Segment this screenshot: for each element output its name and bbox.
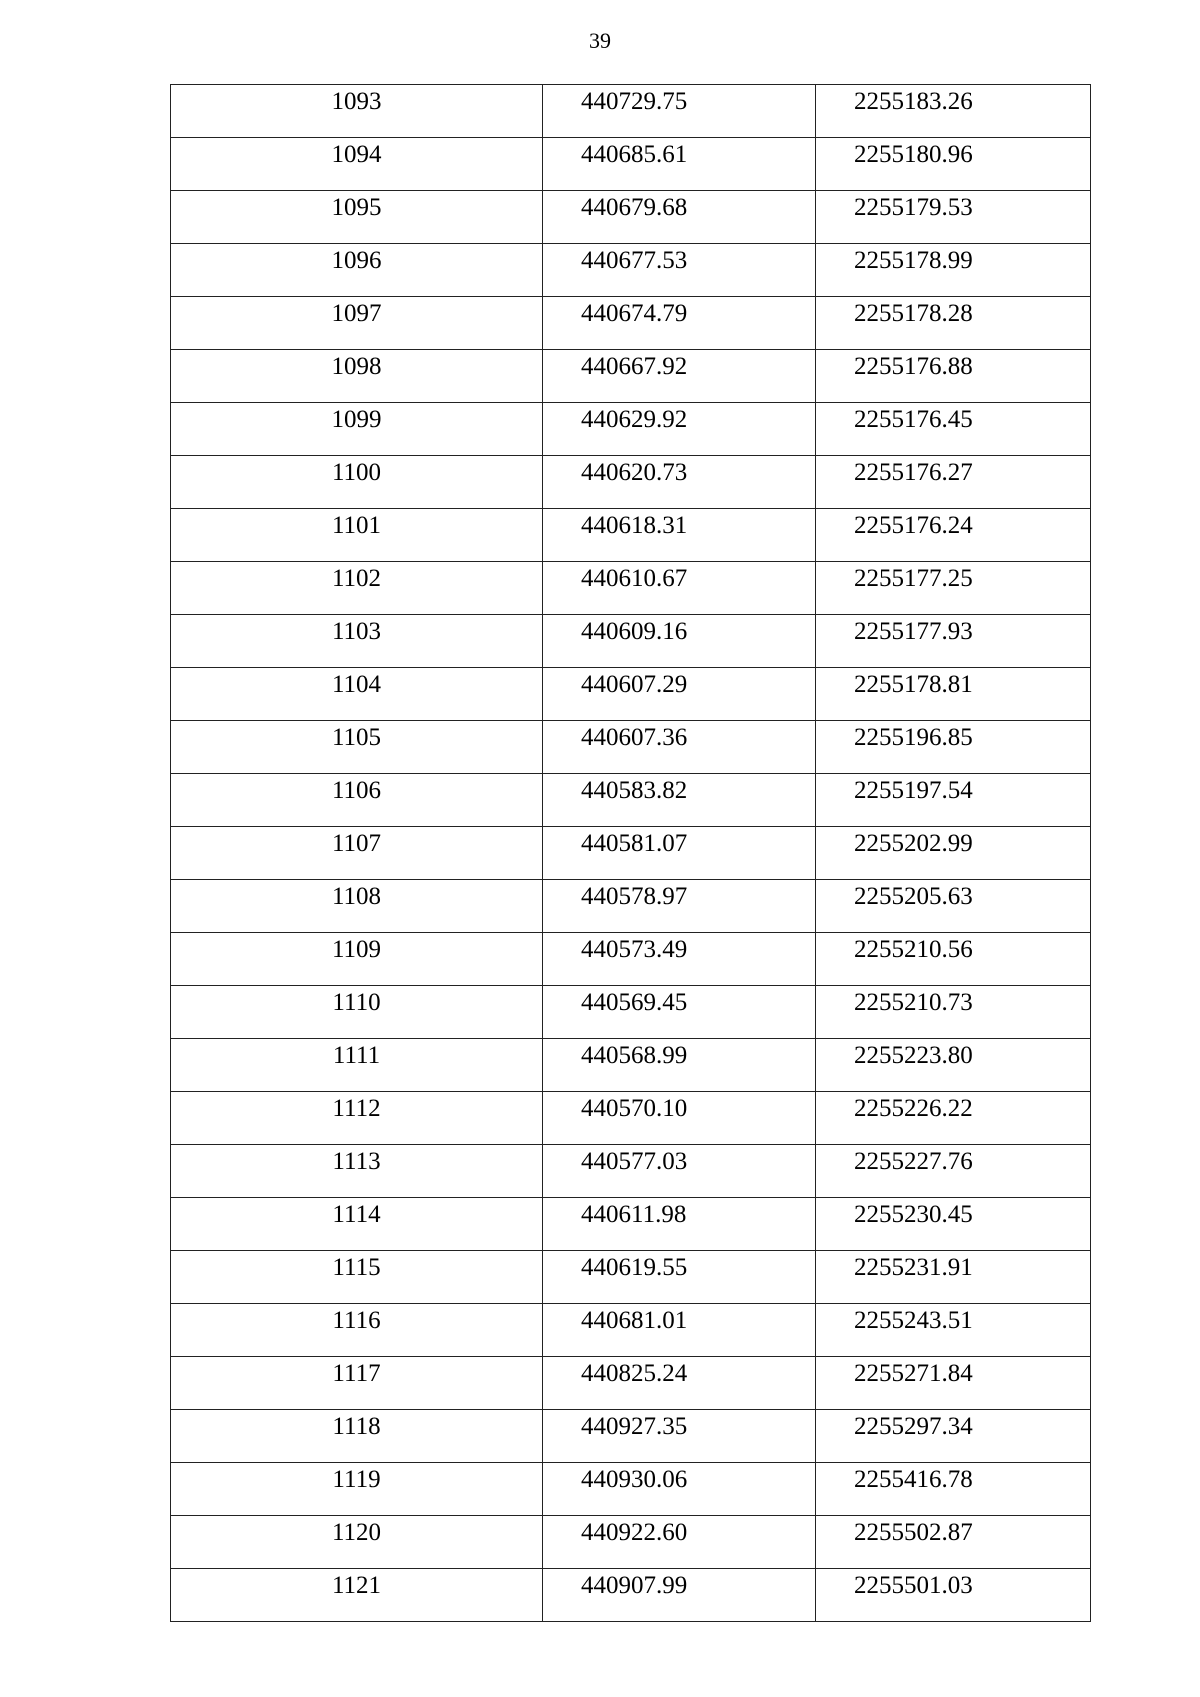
point-number-cell: 1103 — [171, 615, 543, 668]
y-coordinate-cell: 2255226.22 — [816, 1092, 1091, 1145]
x-coordinate-cell: 440607.36 — [543, 721, 816, 774]
point-number-cell: 1101 — [171, 509, 543, 562]
x-coordinate-cell: 440577.03 — [543, 1145, 816, 1198]
point-number-cell: 1117 — [171, 1357, 543, 1410]
y-coordinate-cell: 2255197.54 — [816, 774, 1091, 827]
point-number-cell: 1112 — [171, 1092, 543, 1145]
point-number-cell: 1099 — [171, 403, 543, 456]
point-number-cell: 1111 — [171, 1039, 543, 1092]
y-coordinate-cell: 2255176.88 — [816, 350, 1091, 403]
point-number-cell: 1109 — [171, 933, 543, 986]
y-coordinate-cell: 2255230.45 — [816, 1198, 1091, 1251]
table-row — [171, 1357, 1091, 1410]
table-row — [171, 138, 1091, 191]
point-number-cell: 1119 — [171, 1463, 543, 1516]
x-coordinate-cell: 440620.73 — [543, 456, 816, 509]
y-coordinate-cell: 2255178.81 — [816, 668, 1091, 721]
point-number-cell: 1100 — [171, 456, 543, 509]
table-row — [171, 615, 1091, 668]
x-coordinate-cell: 440927.35 — [543, 1410, 816, 1463]
x-coordinate-cell: 440578.97 — [543, 880, 816, 933]
y-coordinate-cell: 2255231.91 — [816, 1251, 1091, 1304]
table-row — [171, 933, 1091, 986]
x-coordinate-cell: 440677.53 — [543, 244, 816, 297]
point-number-cell: 1102 — [171, 562, 543, 615]
table-row — [171, 297, 1091, 350]
y-coordinate-cell: 2255176.27 — [816, 456, 1091, 509]
table-row — [171, 668, 1091, 721]
x-coordinate-cell: 440581.07 — [543, 827, 816, 880]
x-coordinate-cell: 440907.99 — [543, 1569, 816, 1622]
x-coordinate-cell: 440568.99 — [543, 1039, 816, 1092]
point-number-cell: 1121 — [171, 1569, 543, 1622]
point-number-cell: 1107 — [171, 827, 543, 880]
point-number-cell: 1114 — [171, 1198, 543, 1251]
point-number-cell: 1106 — [171, 774, 543, 827]
point-number-cell: 1097 — [171, 297, 543, 350]
x-coordinate-cell: 440679.68 — [543, 191, 816, 244]
y-coordinate-cell: 2255271.84 — [816, 1357, 1091, 1410]
y-coordinate-cell: 2255501.03 — [816, 1569, 1091, 1622]
x-coordinate-cell: 440609.16 — [543, 615, 816, 668]
table-row — [171, 85, 1091, 138]
x-coordinate-cell: 440674.79 — [543, 297, 816, 350]
x-coordinate-cell: 440922.60 — [543, 1516, 816, 1569]
x-coordinate-cell: 440825.24 — [543, 1357, 816, 1410]
y-coordinate-cell: 2255223.80 — [816, 1039, 1091, 1092]
table-row — [171, 827, 1091, 880]
point-number-cell: 1096 — [171, 244, 543, 297]
point-number-cell: 1120 — [171, 1516, 543, 1569]
x-coordinate-cell: 440629.92 — [543, 403, 816, 456]
table-row — [171, 1251, 1091, 1304]
point-number-cell: 1115 — [171, 1251, 543, 1304]
point-number-cell: 1105 — [171, 721, 543, 774]
x-coordinate-cell: 440685.61 — [543, 138, 816, 191]
x-coordinate-cell: 440619.55 — [543, 1251, 816, 1304]
x-coordinate-cell: 440570.10 — [543, 1092, 816, 1145]
y-coordinate-cell: 2255179.53 — [816, 191, 1091, 244]
y-coordinate-cell: 2255297.34 — [816, 1410, 1091, 1463]
x-coordinate-cell: 440607.29 — [543, 668, 816, 721]
y-coordinate-cell: 2255178.28 — [816, 297, 1091, 350]
x-coordinate-cell: 440610.67 — [543, 562, 816, 615]
table-row — [171, 1516, 1091, 1569]
point-number-cell: 1118 — [171, 1410, 543, 1463]
table-row — [171, 1145, 1091, 1198]
x-coordinate-cell: 440729.75 — [543, 85, 816, 138]
table-row — [171, 880, 1091, 933]
x-coordinate-cell: 440618.31 — [543, 509, 816, 562]
point-number-cell: 1110 — [171, 986, 543, 1039]
y-coordinate-cell: 2255183.26 — [816, 85, 1091, 138]
y-coordinate-cell: 2255210.73 — [816, 986, 1091, 1039]
y-coordinate-cell: 2255177.25 — [816, 562, 1091, 615]
x-coordinate-cell: 440681.01 — [543, 1304, 816, 1357]
y-coordinate-cell: 2255178.99 — [816, 244, 1091, 297]
x-coordinate-cell: 440667.92 — [543, 350, 816, 403]
y-coordinate-cell: 2255176.45 — [816, 403, 1091, 456]
y-coordinate-cell: 2255177.93 — [816, 615, 1091, 668]
table-row — [171, 1463, 1091, 1516]
x-coordinate-cell: 440930.06 — [543, 1463, 816, 1516]
point-number-cell: 1095 — [171, 191, 543, 244]
point-number-cell: 1094 — [171, 138, 543, 191]
x-coordinate-cell: 440611.98 — [543, 1198, 816, 1251]
table-row — [171, 350, 1091, 403]
point-number-cell: 1108 — [171, 880, 543, 933]
y-coordinate-cell: 2255243.51 — [816, 1304, 1091, 1357]
y-coordinate-cell: 2255210.56 — [816, 933, 1091, 986]
table-row — [171, 562, 1091, 615]
y-coordinate-cell: 2255176.24 — [816, 509, 1091, 562]
y-coordinate-cell: 2255416.78 — [816, 1463, 1091, 1516]
y-coordinate-cell: 2255502.87 — [816, 1516, 1091, 1569]
table-row — [171, 403, 1091, 456]
point-number-cell: 1116 — [171, 1304, 543, 1357]
y-coordinate-cell: 2255180.96 — [816, 138, 1091, 191]
point-number-cell: 1098 — [171, 350, 543, 403]
point-number-cell: 1104 — [171, 668, 543, 721]
table-row — [171, 774, 1091, 827]
y-coordinate-cell: 2255202.99 — [816, 827, 1091, 880]
table-row — [171, 1569, 1091, 1622]
y-coordinate-cell: 2255227.76 — [816, 1145, 1091, 1198]
table-row — [171, 1092, 1091, 1145]
x-coordinate-cell: 440573.49 — [543, 933, 816, 986]
y-coordinate-cell: 2255196.85 — [816, 721, 1091, 774]
table-row — [171, 244, 1091, 297]
page-number: 39 — [589, 28, 611, 53]
y-coordinate-cell: 2255205.63 — [816, 880, 1091, 933]
coordinate-table — [170, 84, 1091, 1622]
point-number-cell: 1113 — [171, 1145, 543, 1198]
table-row — [171, 721, 1091, 774]
table-row — [171, 1410, 1091, 1463]
table-row — [171, 986, 1091, 1039]
coordinate-table-body — [171, 85, 1091, 1622]
table-row — [171, 1039, 1091, 1092]
table-row — [171, 191, 1091, 244]
point-number-cell: 1093 — [171, 85, 543, 138]
table-row — [171, 1198, 1091, 1251]
table-row — [171, 509, 1091, 562]
x-coordinate-cell: 440569.45 — [543, 986, 816, 1039]
table-row — [171, 1304, 1091, 1357]
x-coordinate-cell: 440583.82 — [543, 774, 816, 827]
table-row — [171, 456, 1091, 509]
